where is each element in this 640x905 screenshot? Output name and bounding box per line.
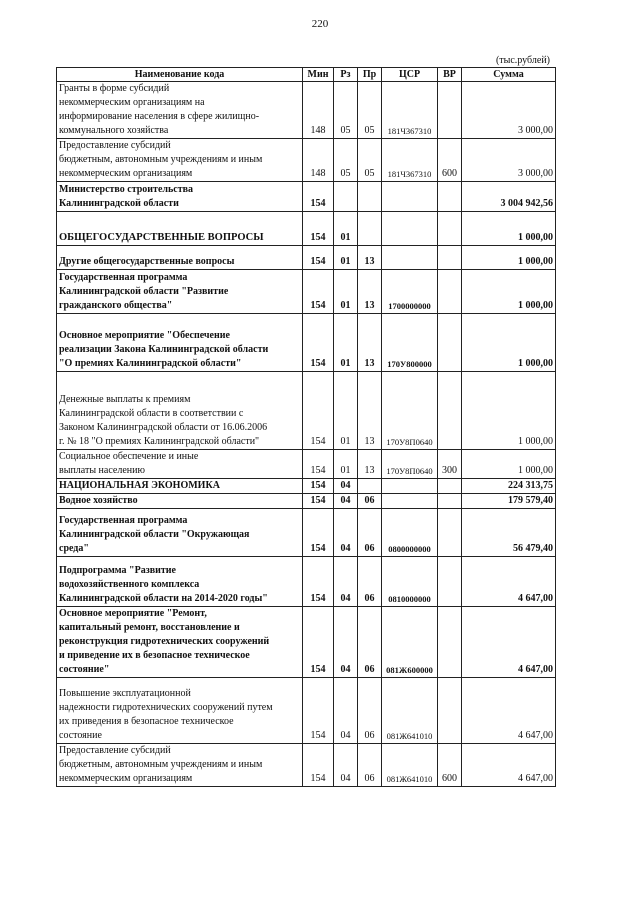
row-rz: 04 bbox=[334, 678, 358, 744]
row-rz: 04 bbox=[334, 479, 358, 494]
row-csr: 081Ж641010 bbox=[382, 678, 438, 744]
row-name: Основное мероприятие "Обеспечение реализации Закона Калининградской области "О премиях Калининградской области" bbox=[57, 314, 303, 372]
row-rz: 01 bbox=[334, 212, 358, 246]
page-number: 220 bbox=[311, 18, 329, 30]
row-min: 154 bbox=[303, 557, 334, 607]
row-csr bbox=[382, 182, 438, 212]
row-csr: 081Ж641010 bbox=[382, 744, 438, 787]
row-sum: 3 000,00 bbox=[462, 82, 556, 139]
col-header-csr: ЦСР bbox=[382, 68, 438, 82]
row-sum: 3 004 942,56 bbox=[462, 182, 556, 212]
row-pr: 06 bbox=[358, 494, 382, 509]
row-sum: 1 000,00 bbox=[462, 246, 556, 270]
row-min: 154 bbox=[303, 372, 334, 450]
row-vr bbox=[438, 246, 462, 270]
row-rz: 05 bbox=[334, 139, 358, 182]
table-row bbox=[57, 270, 556, 314]
col-header-pr: Пр bbox=[358, 68, 382, 82]
col-header-sum: Сумма bbox=[462, 68, 556, 82]
row-sum: 224 313,75 bbox=[462, 479, 556, 494]
table-row bbox=[57, 314, 556, 372]
row-vr bbox=[438, 607, 462, 678]
row-csr: 170У8П0640 bbox=[382, 372, 438, 450]
row-sum: 1 000,00 bbox=[462, 372, 556, 450]
row-rz: 04 bbox=[334, 509, 358, 557]
col-header-min: Мин bbox=[303, 68, 334, 82]
header-row bbox=[57, 68, 556, 82]
row-rz: 01 bbox=[334, 314, 358, 372]
row-pr: 05 bbox=[358, 82, 382, 139]
row-pr bbox=[358, 479, 382, 494]
row-sum: 4 647,00 bbox=[462, 557, 556, 607]
row-pr: 13 bbox=[358, 372, 382, 450]
table-row bbox=[57, 82, 556, 139]
row-vr: 300 bbox=[438, 450, 462, 479]
row-name: Государственная программа Калининградской области "Окружающая среда" bbox=[57, 509, 303, 557]
row-rz: 01 bbox=[334, 450, 358, 479]
row-vr bbox=[438, 479, 462, 494]
row-name: Предоставление субсидий бюджетным, автономным учреждениям и иным некоммерческим организациям bbox=[57, 744, 303, 787]
row-vr bbox=[438, 557, 462, 607]
table-row bbox=[57, 494, 556, 509]
row-rz: 01 bbox=[334, 270, 358, 314]
row-min: 154 bbox=[303, 246, 334, 270]
table-row bbox=[57, 182, 556, 212]
table-row bbox=[57, 557, 556, 607]
row-vr bbox=[438, 372, 462, 450]
row-vr bbox=[438, 509, 462, 557]
row-sum: 3 000,00 bbox=[462, 139, 556, 182]
col-header-vr: ВР bbox=[438, 68, 462, 82]
row-pr: 05 bbox=[358, 139, 382, 182]
row-csr bbox=[382, 246, 438, 270]
row-name: НАЦИОНАЛЬНАЯ ЭКОНОМИКА bbox=[57, 479, 303, 494]
table-row bbox=[57, 450, 556, 479]
row-csr: 0800000000 bbox=[382, 509, 438, 557]
row-csr: 181Ч367310 bbox=[382, 82, 438, 139]
row-sum: 179 579,40 bbox=[462, 494, 556, 509]
table-row bbox=[57, 607, 556, 678]
row-vr: 600 bbox=[438, 139, 462, 182]
row-sum: 1 000,00 bbox=[462, 212, 556, 246]
row-csr: 081Ж600000 bbox=[382, 607, 438, 678]
row-name: Подпрограмма "Развитие водохозяйственного комплекса Калининградской области на 2014-2020 годы" bbox=[57, 557, 303, 607]
row-sum: 56 479,40 bbox=[462, 509, 556, 557]
row-pr: 06 bbox=[358, 744, 382, 787]
row-name: Основное мероприятие "Ремонт, капитальный ремонт, восстановление и реконструкция гидротехнических сооружений и приведение их в безопасное техническое состояние" bbox=[57, 607, 303, 678]
row-vr bbox=[438, 212, 462, 246]
row-min: 148 bbox=[303, 139, 334, 182]
row-pr: 06 bbox=[358, 607, 382, 678]
table-row bbox=[57, 246, 556, 270]
row-name: Денежные выплаты к премиям Калининградской области в соответствии с Законом Калининградской области от 16.06.2006 г. № 18 "О премиях Калининградской области" bbox=[57, 372, 303, 450]
row-csr: 0810000000 bbox=[382, 557, 438, 607]
row-rz bbox=[334, 182, 358, 212]
row-sum: 4 647,00 bbox=[462, 744, 556, 787]
row-min: 154 bbox=[303, 509, 334, 557]
row-pr: 06 bbox=[358, 509, 382, 557]
row-pr bbox=[358, 182, 382, 212]
row-vr bbox=[438, 314, 462, 372]
row-name: Министерство строительства Калининградской области bbox=[57, 182, 303, 212]
row-pr: 13 bbox=[358, 270, 382, 314]
row-min: 154 bbox=[303, 182, 334, 212]
table-row bbox=[57, 479, 556, 494]
table-row bbox=[57, 212, 556, 246]
table-row bbox=[57, 139, 556, 182]
row-min: 154 bbox=[303, 744, 334, 787]
row-rz: 01 bbox=[334, 246, 358, 270]
row-pr: 06 bbox=[358, 557, 382, 607]
row-min: 154 bbox=[303, 450, 334, 479]
row-pr: 13 bbox=[358, 450, 382, 479]
row-min: 154 bbox=[303, 494, 334, 509]
row-name: Водное хозяйство bbox=[57, 494, 303, 509]
row-min: 154 bbox=[303, 678, 334, 744]
table-row bbox=[57, 744, 556, 787]
row-csr: 1700000000 bbox=[382, 270, 438, 314]
table-row bbox=[57, 678, 556, 744]
table-row bbox=[57, 509, 556, 557]
row-vr bbox=[438, 182, 462, 212]
row-rz: 04 bbox=[334, 557, 358, 607]
col-header-rz: Рз bbox=[334, 68, 358, 82]
row-csr bbox=[382, 494, 438, 509]
row-vr bbox=[438, 678, 462, 744]
row-rz: 04 bbox=[334, 494, 358, 509]
row-name: Предоставление субсидий бюджетным, автономным учреждениям и иным некоммерческим организациям bbox=[57, 139, 303, 182]
row-sum: 1 000,00 bbox=[462, 270, 556, 314]
row-name: ОБЩЕГОСУДАРСТВЕННЫЕ ВОПРОСЫ bbox=[57, 212, 303, 246]
row-pr: 06 bbox=[358, 678, 382, 744]
row-rz: 04 bbox=[334, 607, 358, 678]
row-name: Другие общегосударственные вопросы bbox=[57, 246, 303, 270]
table-row bbox=[57, 372, 556, 450]
row-min: 148 bbox=[303, 82, 334, 139]
units-note: (тыс.рублей) bbox=[495, 55, 550, 66]
row-min: 154 bbox=[303, 270, 334, 314]
row-pr bbox=[358, 212, 382, 246]
row-name: Социальное обеспечение и иные выплаты населению bbox=[57, 450, 303, 479]
row-csr bbox=[382, 212, 438, 246]
row-sum: 4 647,00 bbox=[462, 607, 556, 678]
row-pr: 13 bbox=[358, 314, 382, 372]
col-header-name: Наименование кода bbox=[57, 68, 303, 82]
row-vr: 600 bbox=[438, 744, 462, 787]
budget-table bbox=[56, 67, 556, 787]
row-vr bbox=[438, 82, 462, 139]
row-rz: 05 bbox=[334, 82, 358, 139]
row-min: 154 bbox=[303, 479, 334, 494]
row-pr: 13 bbox=[358, 246, 382, 270]
row-min: 154 bbox=[303, 607, 334, 678]
row-csr: 170У800000 bbox=[382, 314, 438, 372]
row-sum: 1 000,00 bbox=[462, 314, 556, 372]
row-vr bbox=[438, 270, 462, 314]
row-csr bbox=[382, 479, 438, 494]
row-vr bbox=[438, 494, 462, 509]
row-sum: 1 000,00 bbox=[462, 450, 556, 479]
row-min: 154 bbox=[303, 212, 334, 246]
row-min: 154 bbox=[303, 314, 334, 372]
row-csr: 181Ч367310 bbox=[382, 139, 438, 182]
row-name: Повышение эксплуатационной надежности гидротехнических сооружений путем их приведения в безопасное техническое состояние bbox=[57, 678, 303, 744]
row-csr: 170У8П0640 bbox=[382, 450, 438, 479]
row-name: Гранты в форме субсидий некоммерческим организациям на информирование населения в сфере жилищно- коммунального хозяйства bbox=[57, 82, 303, 139]
row-rz: 04 bbox=[334, 744, 358, 787]
row-name: Государственная программа Калининградской области "Развитие гражданского общества" bbox=[57, 270, 303, 314]
row-sum: 4 647,00 bbox=[462, 678, 556, 744]
row-rz: 01 bbox=[334, 372, 358, 450]
